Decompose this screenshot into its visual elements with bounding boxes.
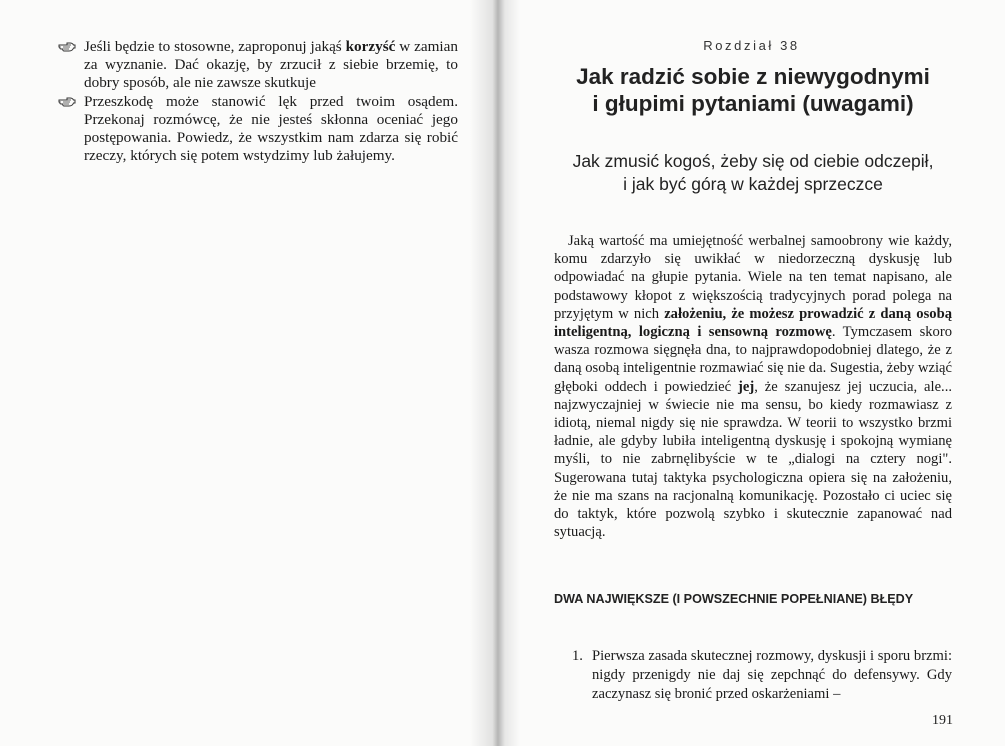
- text-run: Jaką wartość ma umiejętność werbalnej samoobrony wie każdy, komu zdarzyło się uwikłać w niedorzeczną dyskusję lub odpowiadać na głupie pytania. Wiele na ten temat napisano, ale podstawowy kłopot z większością tradycyjnych porad polega na przyjętym w nich: [554, 233, 952, 322]
- chapter-subtitle-line: Jak zmusić kogoś, żeby się od ciebie odczepił,: [572, 151, 934, 171]
- chapter-label: Rozdział 38: [703, 38, 800, 53]
- chapter-subtitle-line: i jak być górą w każdej sprzeczce: [623, 174, 883, 194]
- chapter-title: [538, 63, 968, 117]
- text-run: Przeszkodę może stanowić lęk przed twoim osądem. Przekonaj rozmówcę, że nie jesteś skłonna oceniać jego postępowania. Powiedz, że wszystkim nam zdarza się robić rzeczy, których się potem wstydzimy lub żałujemy.: [84, 92, 458, 165]
- pointing-hand-icon: [58, 40, 76, 53]
- section-heading: DWA NAJWIĘKSZE (I POWSZECHNIE POPEŁNIANE) BŁĘDY: [554, 592, 914, 606]
- bullet-list: [58, 38, 458, 165]
- right-page: [498, 0, 1005, 746]
- intro-text: [554, 232, 952, 541]
- left-page: [0, 0, 498, 746]
- text-run: Jeśli będzie to stosowne, zaproponuj jakąś: [84, 38, 346, 55]
- bold-phrase: korzyść: [345, 38, 396, 55]
- numbered-list: [554, 647, 952, 704]
- text-run: . Tymczasem skoro wasza rozmowa sięgnęła dna, to najprawdopodobniej dlatego, że z daną osobą inteligentnie rozmawiać się nie da. Sugestia, żeby wziąć głęboki oddech i powiedzieć: [554, 324, 952, 395]
- text-run: w zamian za wyznanie. Dać okazję, by zrzucił z siebie brzemię, to dobry sposób, ale nie zawsze skutkuje: [84, 38, 458, 92]
- bold-phrase: założeniu, że możesz prowadzić z daną osobą inteligentną, logiczną i sensowną rozmowę: [554, 305, 952, 341]
- bullet-item: [58, 38, 458, 93]
- bold-phrase: jej: [738, 378, 755, 395]
- numbered-item: [554, 647, 952, 704]
- numbered-item-marker: 1.: [572, 648, 583, 664]
- intro-paragraph: [554, 232, 952, 541]
- pointing-hand-icon: [58, 95, 76, 108]
- text-run: , że szanujesz jej uczucia, ale... najzwyczajniej w świecie nie ma sensu, bo kiedy rozmawiasz z idiotą, niemal nigdy się nie sprawdza. W teorii to wszystko brzmi ładnie, ale gdyby lubiła inteligentną dyskusję i spokojną wymianę myśli, to nie zabrnęlibyście w te „dialogi na cztery nogi". Sugerowana tutaj taktyka psychologiczna opiera się na założeniu, że nie ma szans na racjonalną komunikację. Pozostało ci uciec się do taktyk, które pozwolą szybko i skutecznie zapanować nad sytuacją.: [554, 378, 953, 541]
- chapter-title-line: Jak radzić sobie z niewygodnymi: [576, 64, 930, 89]
- bullet-item: [58, 93, 458, 166]
- page-number: 191: [932, 713, 953, 728]
- book-gutter-shadow: [470, 0, 520, 746]
- chapter-title-line: i głupimi pytaniami (uwagami): [592, 91, 914, 116]
- numbered-item-text: Pierwsza zasada skutecznej rozmowy, dyskusji i sporu brzmi: nigdy przenigdy nie daj się zepchnąć do defensywy. Gdy zaczynasz się bronić przed oskarżeniami –: [592, 648, 952, 702]
- chapter-subtitle: [538, 150, 968, 196]
